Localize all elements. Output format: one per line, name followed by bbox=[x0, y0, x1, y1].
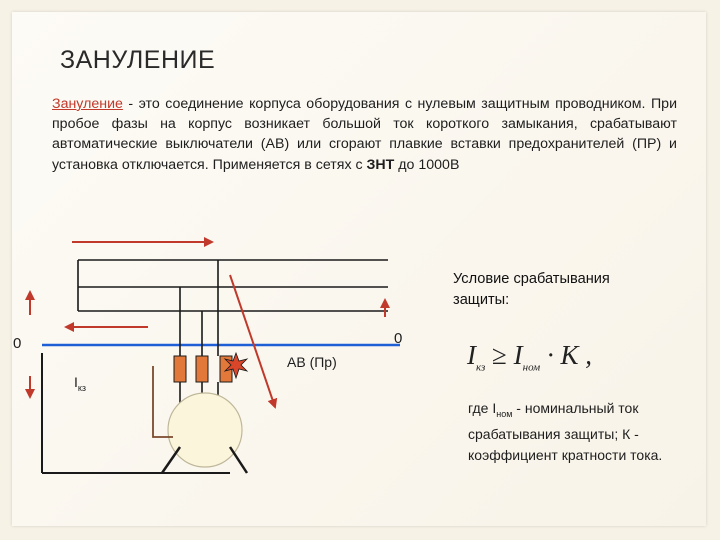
label-av: АВ (Пр) bbox=[287, 354, 337, 370]
fuse-a bbox=[174, 356, 186, 382]
label-zero-right: 0 bbox=[394, 330, 403, 347]
motor-leg-right bbox=[230, 447, 247, 473]
fuse-b bbox=[196, 356, 208, 382]
motor-housing bbox=[168, 393, 242, 467]
definition-tail: до 1000В bbox=[394, 156, 460, 173]
trigger-formula: $I_{кз} \ge I_{ном} \cdot K$ , bbox=[467, 340, 592, 374]
definition-term: Зануление bbox=[52, 96, 123, 112]
formula-note: где $I_{ном}$ - номинальный ток срабатывания защиты; К - коэффициент кратности тока. bbox=[468, 400, 663, 463]
label-ikz: $I_{кз}$ bbox=[74, 374, 87, 393]
motor-leg-left bbox=[162, 447, 180, 473]
page-title: ЗАНУЛЕНИЕ bbox=[60, 46, 216, 74]
znt-abbreviation: ЗНТ bbox=[366, 156, 395, 173]
fault-current-arrow bbox=[230, 275, 275, 407]
definition-text: - это соединение корпуса оборудования с нулевым защитным проводником. При пробое фазы на корпус возникает большой ток короткого замыкания, срабатывают автоматические выключатели (АВ) или сгорают плавкие вставки предохранителей (ПР) и установка отключается. Применяется в сетях с bbox=[52, 96, 677, 173]
condition-title: Условие срабатывания защиты: bbox=[453, 271, 610, 308]
label-zero-left: 0 bbox=[13, 335, 22, 352]
